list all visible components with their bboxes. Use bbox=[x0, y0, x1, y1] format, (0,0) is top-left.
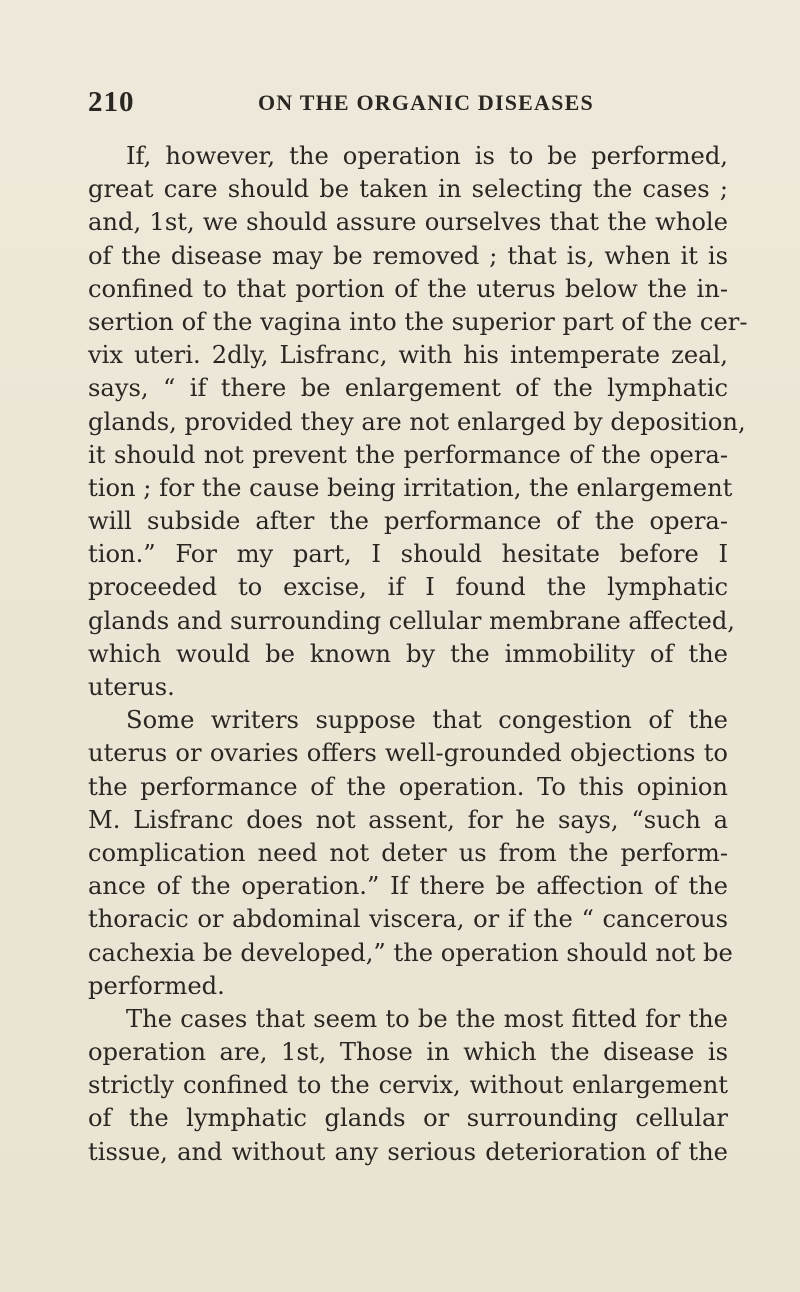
text-line: glands and surrounding cellular membrane affected, bbox=[88, 606, 735, 635]
text-line: the performance of the operation. To this opinion bbox=[88, 772, 728, 801]
body-text bbox=[88, 140, 748, 1169]
text-line: thoracic or abdominal viscera, or if the “ cancerous bbox=[88, 905, 728, 934]
page-number: 210 bbox=[88, 86, 135, 118]
text-line: says, “ if there be enlargement of the lymphatic bbox=[88, 374, 728, 403]
text-line: uterus. bbox=[88, 673, 175, 701]
text-line: it should not prevent the performance of the opera- bbox=[88, 440, 728, 469]
running-title: ON THE ORGANIC DISEASES bbox=[258, 90, 594, 115]
text-line: complication need not deter us from the perform- bbox=[88, 838, 728, 867]
text-line: operation are, 1st, Those in which the disease is bbox=[88, 1038, 728, 1067]
text-line: glands, provided they are not enlarged by deposition, bbox=[88, 407, 746, 436]
text-line: If, however, the operation is to be performed, bbox=[126, 142, 728, 170]
text-line: of the lymphatic glands or surrounding cellular bbox=[88, 1104, 728, 1133]
running-head bbox=[88, 86, 594, 120]
text-line: M. Lisfranc does not assent, for he says, “such a bbox=[88, 805, 728, 834]
text-line: ance of the operation.” If there be affection of the bbox=[88, 872, 728, 901]
text-line: strictly confined to the cervix, without enlargement bbox=[88, 1071, 728, 1100]
text-line: vix uteri. 2dly, Lisfranc, with his intemperate zeal, bbox=[88, 341, 728, 370]
text-line: sertion of the vagina into the superior part of the cer- bbox=[88, 307, 748, 336]
text-line: cachexia be developed,” the operation should not be bbox=[88, 938, 733, 967]
text-line: will subside after the performance of the opera- bbox=[88, 507, 728, 536]
text-line: tissue, and without any serious deterioration of the bbox=[88, 1137, 728, 1166]
text-line: great care should be taken in selecting the cases ; bbox=[88, 175, 728, 204]
text-line: proceeded to excise, if I found the lymphatic bbox=[88, 573, 728, 602]
text-line: tion ; for the cause being irritation, the enlargement bbox=[88, 473, 733, 502]
text-line: Some writers suppose that congestion of the bbox=[126, 706, 728, 735]
text-line: of the disease may be removed ; that is, when it is bbox=[88, 241, 728, 270]
text-line: and, 1st, we should assure ourselves that the whole bbox=[88, 208, 728, 237]
text-line: tion.” For my part, I should hesitate before I bbox=[88, 540, 728, 569]
text-line: uterus or ovaries offers well-grounded objections to bbox=[88, 739, 728, 768]
text-line: confined to that portion of the uterus below the in- bbox=[88, 274, 728, 303]
text-line: The cases that seem to be the most fitted for the bbox=[126, 1004, 728, 1033]
text-line: performed. bbox=[88, 971, 225, 1000]
text-line: which would be known by the immobility of the bbox=[88, 639, 728, 668]
